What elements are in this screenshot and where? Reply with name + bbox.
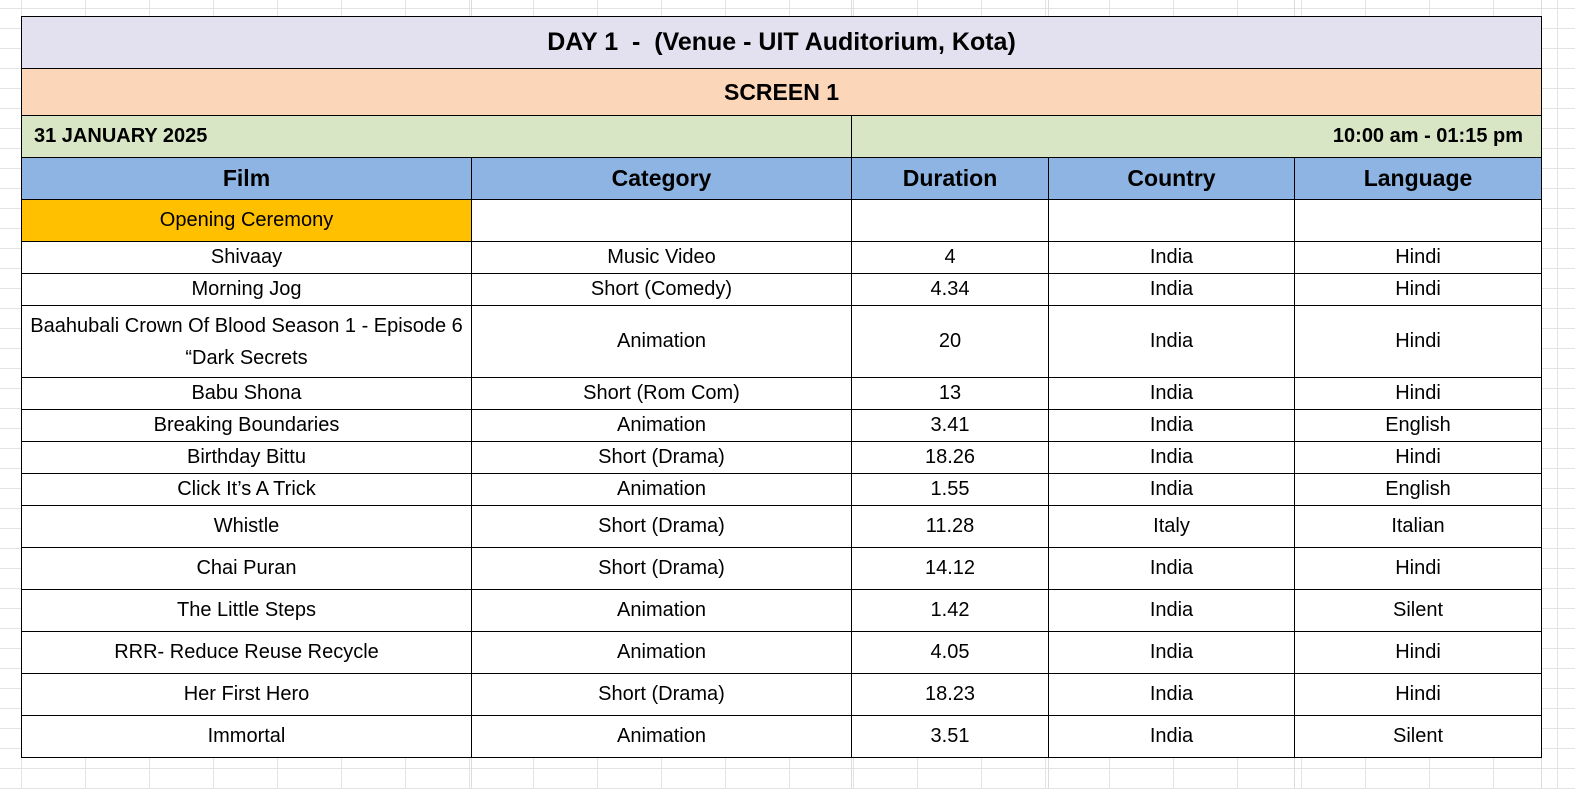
opening-ceremony-cell[interactable]: Opening Ceremony	[22, 200, 472, 242]
date-cell[interactable]: 31 JANUARY 2025	[22, 116, 852, 158]
country-cell[interactable]: India	[1049, 410, 1295, 442]
table-row	[22, 632, 1542, 674]
duration-cell[interactable]: 3.51	[852, 716, 1049, 758]
category-cell[interactable]: Short (Rom Com)	[472, 378, 852, 410]
duration-cell[interactable]: 13	[852, 378, 1049, 410]
language-cell[interactable]: Hindi	[1295, 632, 1542, 674]
film-cell[interactable]: Click It’s A Trick	[22, 474, 472, 506]
film-cell[interactable]: Shivaay	[22, 242, 472, 274]
film-cell[interactable]: Breaking Boundaries	[22, 410, 472, 442]
film-cell[interactable]: RRR- Reduce Reuse Recycle	[22, 632, 472, 674]
category-cell[interactable]: Short (Drama)	[472, 442, 852, 474]
country-cell[interactable]: India	[1049, 548, 1295, 590]
language-cell[interactable]: Hindi	[1295, 274, 1542, 306]
column-header-category[interactable]: Category	[472, 158, 852, 200]
table-row	[22, 378, 1542, 410]
country-cell[interactable]: India	[1049, 242, 1295, 274]
schedule-sheet	[21, 16, 1541, 758]
time-cell[interactable]: 10:00 am - 01:15 pm	[852, 116, 1542, 158]
table-row	[22, 442, 1542, 474]
category-cell[interactable]: Animation	[472, 410, 852, 442]
country-cell[interactable]: India	[1049, 632, 1295, 674]
empty-cell[interactable]	[1049, 200, 1295, 242]
duration-cell[interactable]: 1.55	[852, 474, 1049, 506]
table-row	[22, 242, 1542, 274]
column-header-film[interactable]: Film	[22, 158, 472, 200]
category-cell[interactable]: Animation	[472, 632, 852, 674]
film-cell[interactable]: Whistle	[22, 506, 472, 548]
duration-cell[interactable]: 4.34	[852, 274, 1049, 306]
column-header-row	[22, 158, 1542, 200]
country-cell[interactable]: India	[1049, 378, 1295, 410]
language-cell[interactable]: Italian	[1295, 506, 1542, 548]
table-row	[22, 716, 1542, 758]
opening-ceremony-row	[22, 200, 1542, 242]
country-cell[interactable]: India	[1049, 306, 1295, 378]
duration-cell[interactable]: 14.12	[852, 548, 1049, 590]
category-cell[interactable]: Short (Drama)	[472, 674, 852, 716]
table-row	[22, 548, 1542, 590]
language-cell[interactable]: Hindi	[1295, 242, 1542, 274]
date-row	[22, 116, 1542, 158]
duration-cell[interactable]: 3.41	[852, 410, 1049, 442]
empty-cell[interactable]	[1295, 200, 1542, 242]
column-header-duration[interactable]: Duration	[852, 158, 1049, 200]
film-cell[interactable]: Baahubali Crown Of Blood Season 1 - Episode 6 “Dark Secrets	[22, 306, 472, 378]
day-title[interactable]: DAY 1 - (Venue - UIT Auditorium, Kota)	[22, 17, 1542, 69]
film-cell[interactable]: Birthday Bittu	[22, 442, 472, 474]
language-cell[interactable]: Hindi	[1295, 442, 1542, 474]
duration-cell[interactable]: 11.28	[852, 506, 1049, 548]
column-header-language[interactable]: Language	[1295, 158, 1542, 200]
title-row	[22, 17, 1542, 69]
country-cell[interactable]: India	[1049, 274, 1295, 306]
empty-cell[interactable]	[852, 200, 1049, 242]
duration-cell[interactable]: 18.26	[852, 442, 1049, 474]
language-cell[interactable]: English	[1295, 474, 1542, 506]
column-header-country[interactable]: Country	[1049, 158, 1295, 200]
film-cell[interactable]: Babu Shona	[22, 378, 472, 410]
country-cell[interactable]: India	[1049, 716, 1295, 758]
language-cell[interactable]: Hindi	[1295, 674, 1542, 716]
duration-cell[interactable]: 20	[852, 306, 1049, 378]
category-cell[interactable]: Short (Drama)	[472, 506, 852, 548]
category-cell[interactable]: Animation	[472, 716, 852, 758]
country-cell[interactable]: India	[1049, 442, 1295, 474]
duration-cell[interactable]: 1.42	[852, 590, 1049, 632]
table-row	[22, 474, 1542, 506]
film-cell[interactable]: Immortal	[22, 716, 472, 758]
table-row	[22, 590, 1542, 632]
language-cell[interactable]: Hindi	[1295, 306, 1542, 378]
film-cell[interactable]: Morning Jog	[22, 274, 472, 306]
film-cell[interactable]: Her First Hero	[22, 674, 472, 716]
screen-row	[22, 69, 1542, 116]
film-cell[interactable]: Chai Puran	[22, 548, 472, 590]
country-cell[interactable]: Italy	[1049, 506, 1295, 548]
duration-cell[interactable]: 18.23	[852, 674, 1049, 716]
language-cell[interactable]: Silent	[1295, 590, 1542, 632]
schedule-table	[21, 16, 1542, 758]
category-cell[interactable]: Animation	[472, 590, 852, 632]
language-cell[interactable]: Hindi	[1295, 548, 1542, 590]
country-cell[interactable]: India	[1049, 590, 1295, 632]
screen-title[interactable]: SCREEN 1	[22, 69, 1542, 116]
language-cell[interactable]: Hindi	[1295, 378, 1542, 410]
film-cell[interactable]: The Little Steps	[22, 590, 472, 632]
table-row	[22, 506, 1542, 548]
language-cell[interactable]: Silent	[1295, 716, 1542, 758]
category-cell[interactable]: Short (Drama)	[472, 548, 852, 590]
language-cell[interactable]: English	[1295, 410, 1542, 442]
country-cell[interactable]: India	[1049, 474, 1295, 506]
table-row	[22, 410, 1542, 442]
empty-cell[interactable]	[472, 200, 852, 242]
country-cell[interactable]: India	[1049, 674, 1295, 716]
table-row	[22, 274, 1542, 306]
table-row	[22, 306, 1542, 378]
duration-cell[interactable]: 4.05	[852, 632, 1049, 674]
duration-cell[interactable]: 4	[852, 242, 1049, 274]
category-cell[interactable]: Animation	[472, 306, 852, 378]
category-cell[interactable]: Music Video	[472, 242, 852, 274]
table-row	[22, 674, 1542, 716]
category-cell[interactable]: Short (Comedy)	[472, 274, 852, 306]
category-cell[interactable]: Animation	[472, 474, 852, 506]
